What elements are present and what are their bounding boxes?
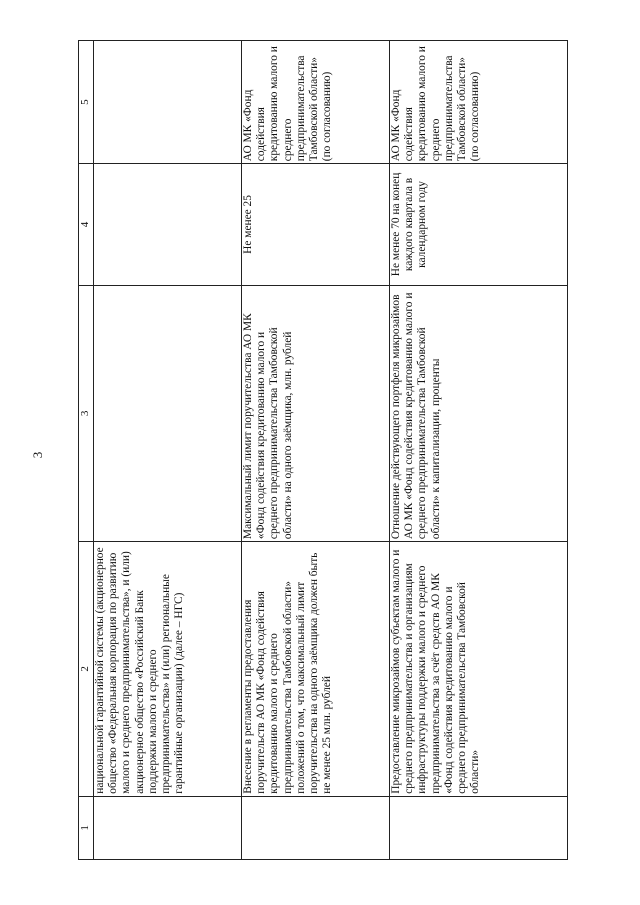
column-header: 3: [79, 285, 94, 541]
column-header: 1: [79, 796, 94, 859]
cell-measure: Внесение в регламенты предоставления поручительств АО МК «Фонд содействия кредитованию малого и среднего предпринимательства Тамбовской области» положений о том, что максимальный лимит поручительства на одного заёмщика должен быть не менее 25 млн. рублей: [242, 542, 390, 797]
table-row: [390, 41, 568, 860]
rotated-table-container: [78, 40, 570, 860]
cell-number: [390, 796, 568, 859]
table-header-row: [79, 41, 94, 860]
cell-target: Не менее 25: [242, 164, 390, 286]
cell-responsible: АО МК «Фонд содействия кредитованию малого и среднего предпринимательства Тамбовской области» (по согласованию): [390, 41, 568, 164]
cell-indicator: [94, 285, 242, 541]
column-header: 4: [79, 164, 94, 286]
table-row: [242, 41, 390, 860]
cell-target: [94, 164, 242, 286]
cell-responsible: [94, 41, 242, 164]
column-header: 5: [79, 41, 94, 164]
column-header: 2: [79, 542, 94, 797]
page-number: 3: [30, 451, 45, 459]
table-row: [94, 41, 242, 860]
cell-responsible: АО МК «Фонд содействия кредитованию малого и среднего предпринимательства Тамбовской области» (по согласованию): [242, 41, 390, 164]
cell-target: Не менее 70 на конец каждого квартала в календарном году: [390, 164, 568, 286]
cell-number: [94, 796, 242, 859]
cell-number: [242, 796, 390, 859]
cell-measure: Предоставление микрозаймов субъектам малого и среднего предпринимательства и организациям инфраструктуры поддержки малого и среднего предпринимательства за счёт средств АО МК «Фонд содействия кредитованию малого и среднего предпринимательства Тамбовской области»: [390, 542, 568, 797]
cell-measure: национальной гарантийной системы (акционерное общество «Федеральная корпорация по развитию малого и среднего предпринимательства», и (или) акционерное общество «Российский Банк поддержки малого и среднего предпринимательства» и (или) региональные гарантийные организации) (далее – НГС): [94, 542, 242, 797]
cell-indicator: Отношение действующего портфеля микрозаймов АО МК «Фонд содействия кредитованию малого и среднего предпринимательства Тамбовской области» к капитализации, проценты: [390, 285, 568, 541]
measures-table: [78, 40, 568, 860]
cell-indicator: Максимальный лимит поручительства АО МК «Фонд содействия кредитованию малого и среднего предпринимательства Тамбовской области» на одного заёмщика, млн. рублей: [242, 285, 390, 541]
